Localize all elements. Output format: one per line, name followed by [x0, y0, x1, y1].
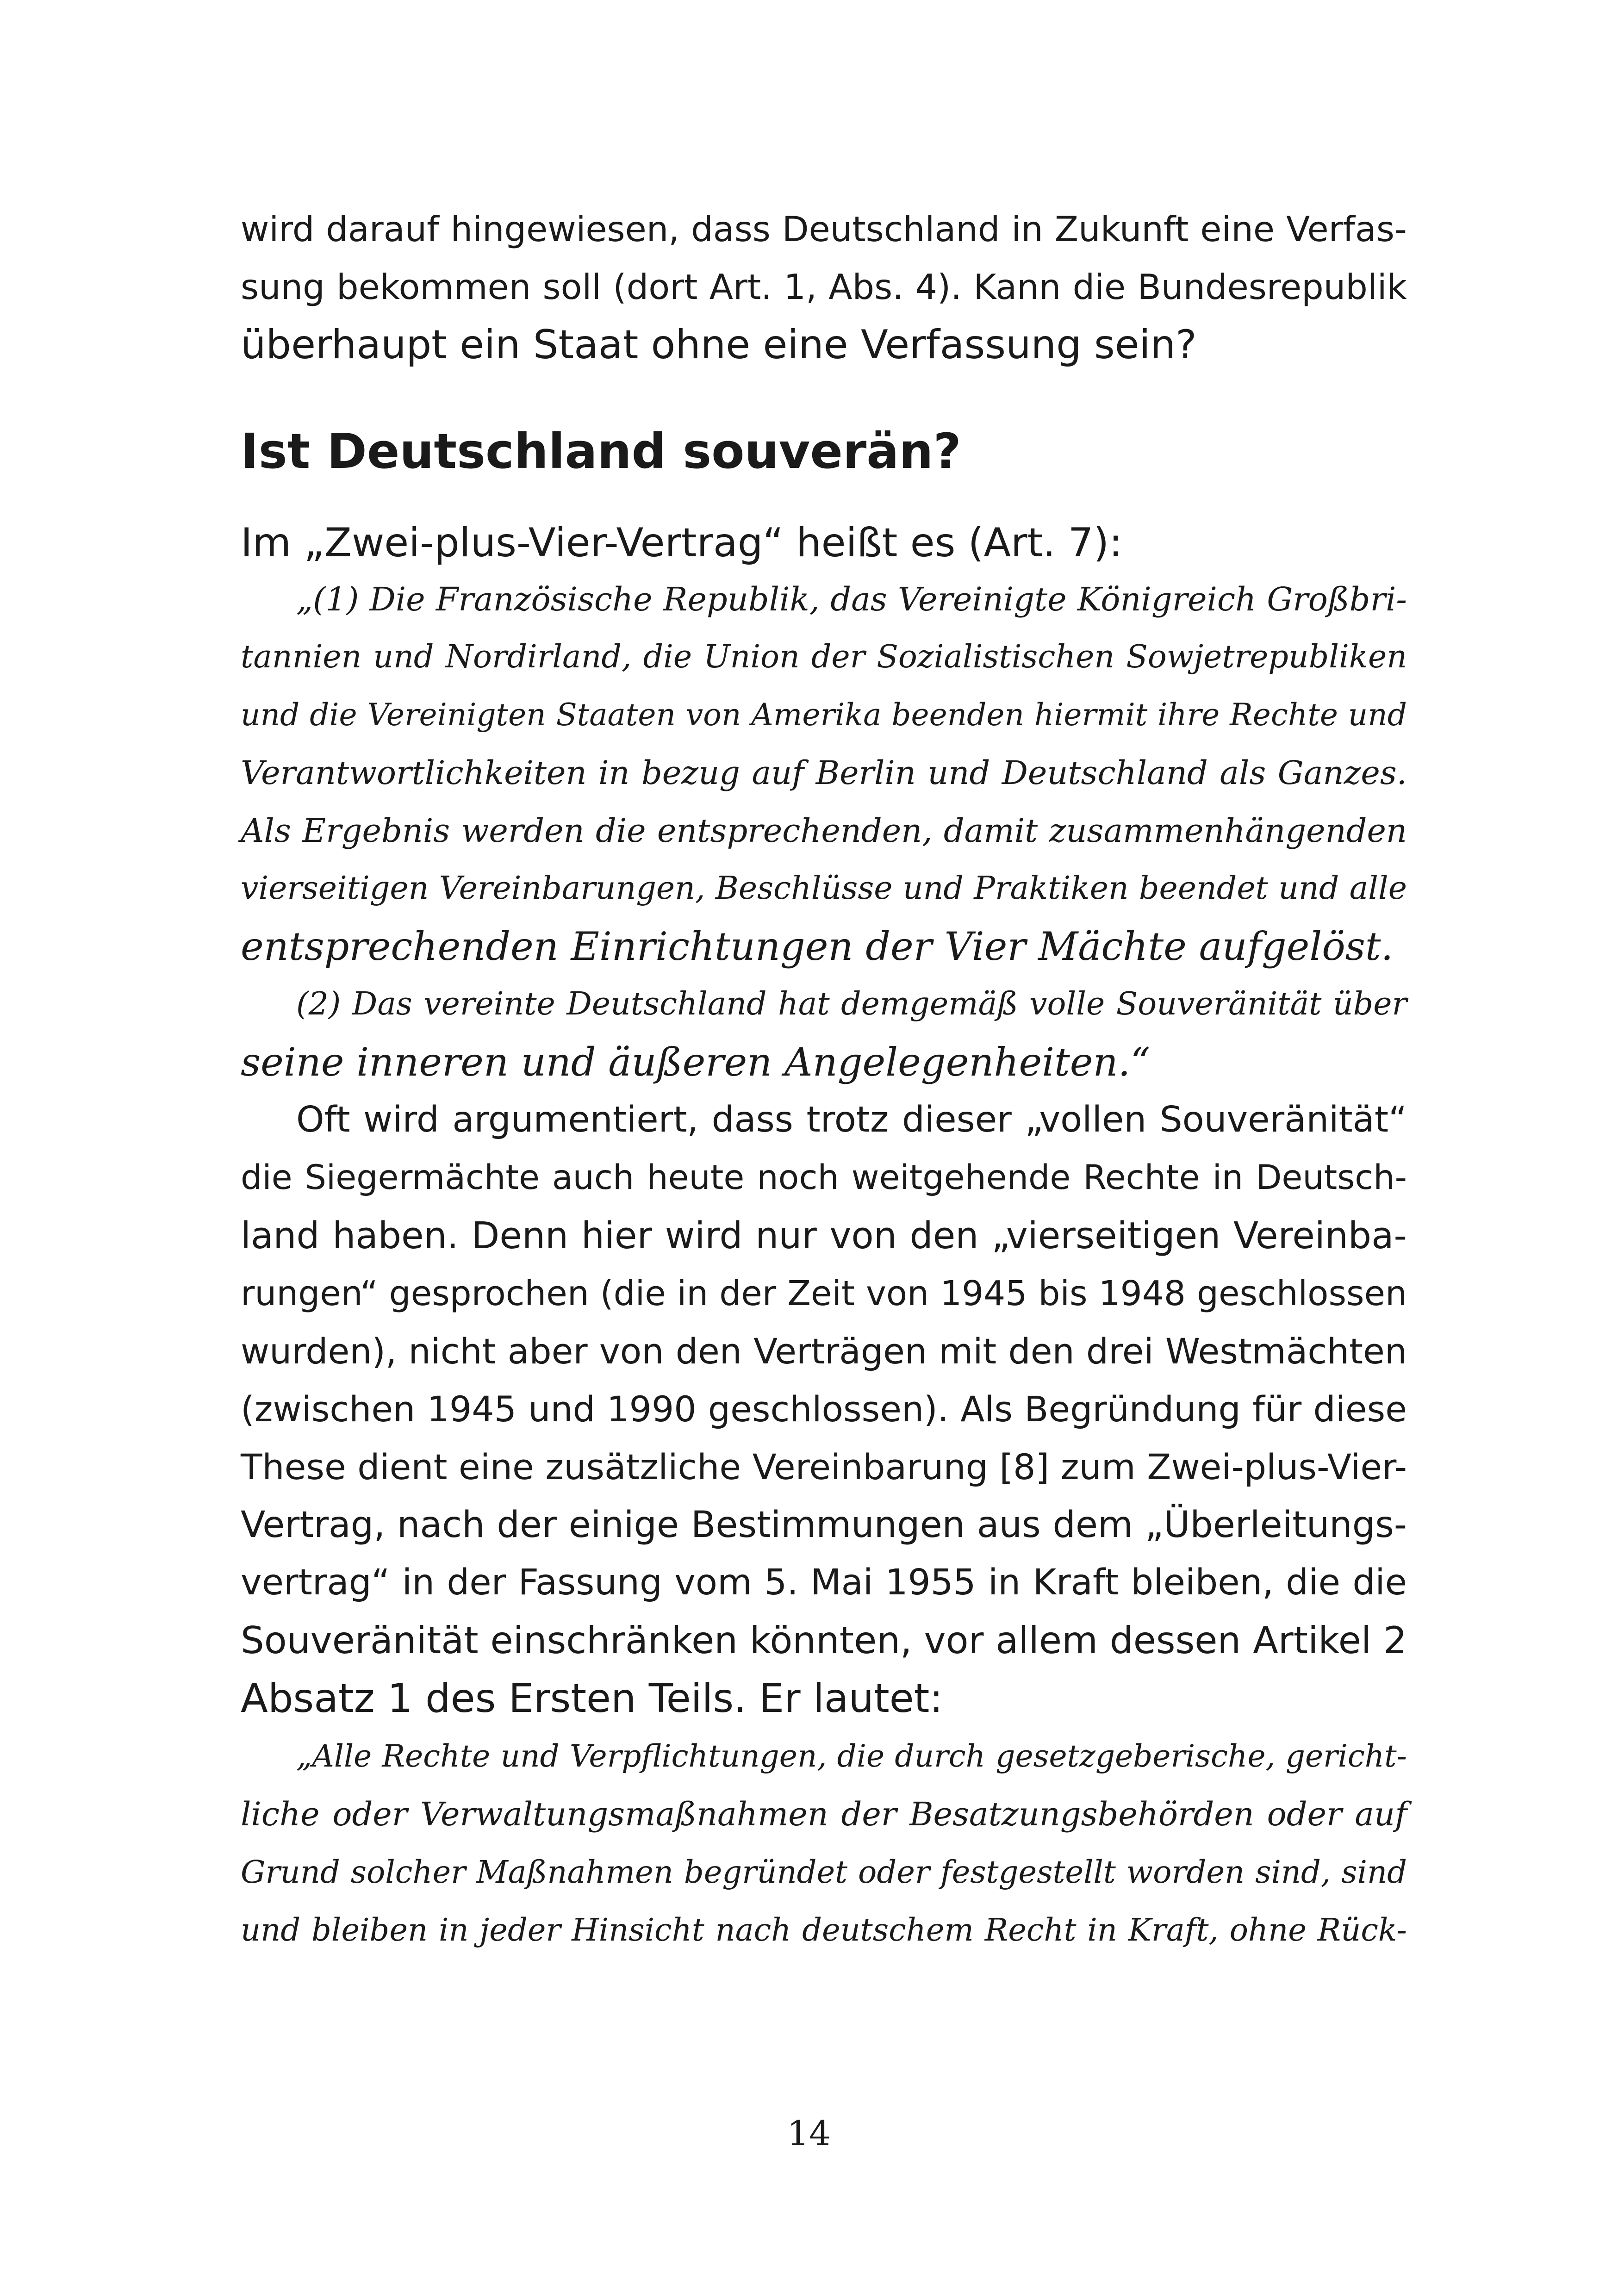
- text-line: rungen“ gesprochen (die in der Zeit von 1945 bis 1948 geschlossen: [241, 1274, 1407, 1313]
- text-line: sung bekommen soll (dort Art. 1, Abs. 4). Kann die Bundesrepublik: [241, 267, 1407, 307]
- text-line: Vertrag, nach der einige Bestimmungen aus dem „Überleitungs-: [241, 1504, 1407, 1546]
- quote-line: „Alle Rechte und Verpflichtungen, die durch gesetzgeberische, gericht-: [296, 1738, 1407, 1774]
- quote-line: Als Ergebnis werden die entsprechenden, damit zusammenhängenden: [241, 812, 1407, 850]
- quote-line: liche oder Verwaltungsmaßnahmen der Besatzungsbehörden oder auf: [241, 1795, 1407, 1833]
- text-line: überhaupt ein Staat ohne eine Verfassung sein?: [241, 322, 1197, 368]
- text-line: These dient eine zusätzliche Vereinbarung [8] zum Zwei-plus-Vier-: [241, 1446, 1407, 1487]
- quote-line: „(1) Die Französische Republik, das Vereinigte Königreich Großbri-: [296, 580, 1407, 618]
- quote-line: Grund solcher Maßnahmen begründet oder festgestellt worden sind, sind: [241, 1854, 1407, 1890]
- quote-line: seine inneren und äußeren Angelegenheiten.“: [241, 1039, 1151, 1085]
- text-line: land haben. Denn hier wird nur von den „vierseitigen Vereinba-: [241, 1214, 1407, 1257]
- text-line: Oft wird argumentiert, dass trotz dieser „vollen Souveränität“: [296, 1099, 1407, 1140]
- text-line: (zwischen 1945 und 1990 geschlossen). Als Begründung für diese: [241, 1388, 1407, 1430]
- text-line: Im „Zwei-plus-Vier-Vertrag“ heißt es (Art. 7):: [241, 520, 1123, 566]
- page-number: 14: [787, 2114, 831, 2153]
- quote-line: entsprechenden Einrichtungen der Vier Mächte aufgelöst.: [241, 924, 1394, 969]
- text-line: Souveränität einschränken könnten, vor allem dessen Artikel 2: [241, 1619, 1407, 1662]
- text-line: wurden), nicht aber von den Verträgen mit den drei Westmächten: [241, 1331, 1407, 1372]
- quote-line: (2) Das vereinte Deutschland hat demgemäß volle Souveränität über: [296, 986, 1407, 1022]
- section-heading: Ist Deutschland souverän?: [241, 423, 961, 479]
- quote-line: Verantwortlichkeiten in bezug auf Berlin und Deutschland als Ganzes.: [241, 754, 1407, 792]
- quote-line: und die Vereinigten Staaten von Amerika beenden hiermit ihre Rechte und: [241, 697, 1407, 733]
- text-line: vertrag“ in der Fassung vom 5. Mai 1955 in Kraft bleiben, die die: [241, 1562, 1407, 1603]
- quote-line: vierseitigen Vereinbarungen, Beschlüsse und Praktiken beendet und alle: [241, 870, 1407, 907]
- quote-line: tannien und Nordirland, die Union der Sozialistischen Sowjetrepubliken: [241, 639, 1407, 675]
- text-line: Absatz 1 des Ersten Teils. Er lautet:: [241, 1675, 943, 1722]
- quote-line: und bleiben in jeder Hinsicht nach deutschem Recht in Kraft, ohne Rück-: [241, 1912, 1407, 1948]
- text-line: die Siegermächte auch heute noch weitgehende Rechte in Deutsch-: [241, 1158, 1407, 1197]
- text-line: wird darauf hingewiesen, dass Deutschland in Zukunft eine Verfas-: [241, 209, 1407, 249]
